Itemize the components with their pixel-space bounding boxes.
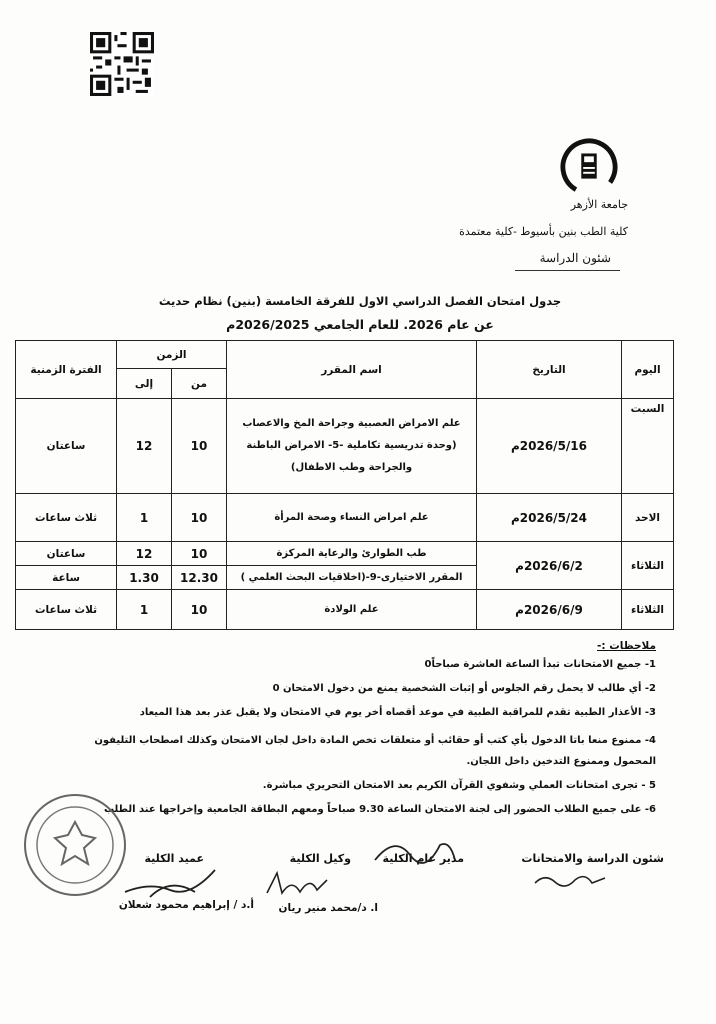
header-time: الزمن <box>117 341 227 369</box>
table-row <box>16 542 674 566</box>
row-to: 1 <box>117 590 172 630</box>
affairs-signature-scribble <box>530 868 610 890</box>
header-date: التاريخ <box>477 341 622 399</box>
row-date: 2026/6/9م <box>477 590 622 630</box>
note-item: 4- ممنوع منعا باتا الدخول بأي كتب أو حقائب أو متعلقات تخص المادة داخل لجان الامتحان وكذلك اصطحاب التليفون المحمول وممنوع التدخين داخل اللجان. <box>94 735 656 767</box>
al-azhar-logo <box>560 138 618 196</box>
row-duration: ساعتان <box>16 542 117 566</box>
header-course: اسم المقرر <box>227 341 477 399</box>
table-row <box>16 399 674 494</box>
row-day: الثلاثاء <box>622 542 674 590</box>
row-day: السبت <box>622 399 674 494</box>
manager-signature-title: مدير عام الكلية <box>382 852 464 865</box>
dean-title: عميد الكلية <box>144 852 204 865</box>
exam-schedule-table <box>15 340 674 630</box>
qr-code <box>90 32 154 96</box>
schedule-subtitle: عن عام 2026. للعام الجامعي 2026/2025م <box>226 317 494 332</box>
table-row <box>16 494 674 542</box>
row-duration: ساعة <box>16 566 117 590</box>
row-day: الثلاثاء <box>622 590 674 630</box>
header-underline <box>515 270 620 271</box>
header-to: إلى <box>117 369 172 399</box>
row-date: 2026/5/16م <box>477 399 622 494</box>
vice-dean-signature-scribble <box>262 868 332 900</box>
row-duration: ثلاث ساعات <box>16 590 117 630</box>
official-stamp <box>20 790 130 900</box>
vice-dean-name: ا. د/محمد منير ريان <box>278 902 378 914</box>
university-name: جامعة الأزهر <box>570 198 628 211</box>
dean-name: أ.د / إبراهيم محمود شعلان <box>118 899 254 911</box>
header-day: اليوم <box>622 341 674 399</box>
row-date: 2026/5/24م <box>477 494 622 542</box>
row-duration: ساعتان <box>16 399 117 494</box>
header-duration: الفترة الزمنية <box>16 341 117 399</box>
notes-section <box>56 640 656 827</box>
row-date: 2026/6/2م <box>477 542 622 590</box>
manager-signature-scribble <box>370 830 460 870</box>
row-to: 12 <box>117 399 172 494</box>
row-course: علم امراض النساء وصحة المرأة <box>227 494 477 542</box>
header-from: من <box>172 369 227 399</box>
row-to: 1 <box>117 494 172 542</box>
row-course: علم الولادة <box>227 590 477 630</box>
note-item: 1- جميع الامتحانات تبدأ الساعة العاشرة صباحاً0 <box>424 659 656 670</box>
vice-dean-title: وكيل الكلية <box>289 852 351 865</box>
affairs-signature-title: شئون الدراسة والامتحانات <box>521 852 664 865</box>
row-course: طب الطوارئ والرعاية المركزة <box>227 542 477 566</box>
row-from: 10 <box>172 494 227 542</box>
table-row <box>16 590 674 630</box>
note-item: 2- أي طالب لا يحمل رقم الجلوس أو إثبات الشخصية يمنع من دخول الامتحان 0 <box>272 683 656 694</box>
note-item: 3- الأعذار الطبية تقدم للمراقبة الطبية في موعد أقصاه أخر يوم في الامتحان ولا يقبل عذر بعد هذا الميعاد <box>139 707 656 718</box>
row-from: 12.30 <box>172 566 227 590</box>
faculty-name: كلية الطب بنين بأسيوط -كلية معتمدة <box>459 225 628 238</box>
note-item: 6- على جميع الطلاب الحضور إلى لجنة الامتحان الساعة 9.30 صباحاً ومعهم البطاقة الجامعية وإخراجها عند الطلب <box>103 804 656 815</box>
row-day: الاحد <box>622 494 674 542</box>
schedule-title: جدول امتحان الفصل الدراسي الاول للفرقة الخامسة (بنين) نظام حديث <box>158 294 562 308</box>
dean-signature-scribble <box>120 862 220 902</box>
notes-heading: ملاحظات :- <box>597 640 656 652</box>
row-to: 12 <box>117 542 172 566</box>
row-from: 10 <box>172 399 227 494</box>
row-to: 1.30 <box>117 566 172 590</box>
row-course: علم الامراض العصبية وجراحة المخ والاعصاب (وحدة تدريسية تكاملية -5- الامراض الباطنة والجراحة وطب الاطفال) <box>227 399 477 494</box>
row-from: 10 <box>172 542 227 566</box>
row-from: 10 <box>172 590 227 630</box>
department-name: شئون الدراسة <box>539 251 611 265</box>
note-item: 5 - تجرى امتحانات العملي وشفوي القرآن الكريم بعد الامتحان التحريري مباشرة. <box>262 780 656 791</box>
row-course: المقرر الاختيارى-9-(اخلاقيات البحث العلمي ) <box>227 566 477 590</box>
row-duration: ثلاث ساعات <box>16 494 117 542</box>
